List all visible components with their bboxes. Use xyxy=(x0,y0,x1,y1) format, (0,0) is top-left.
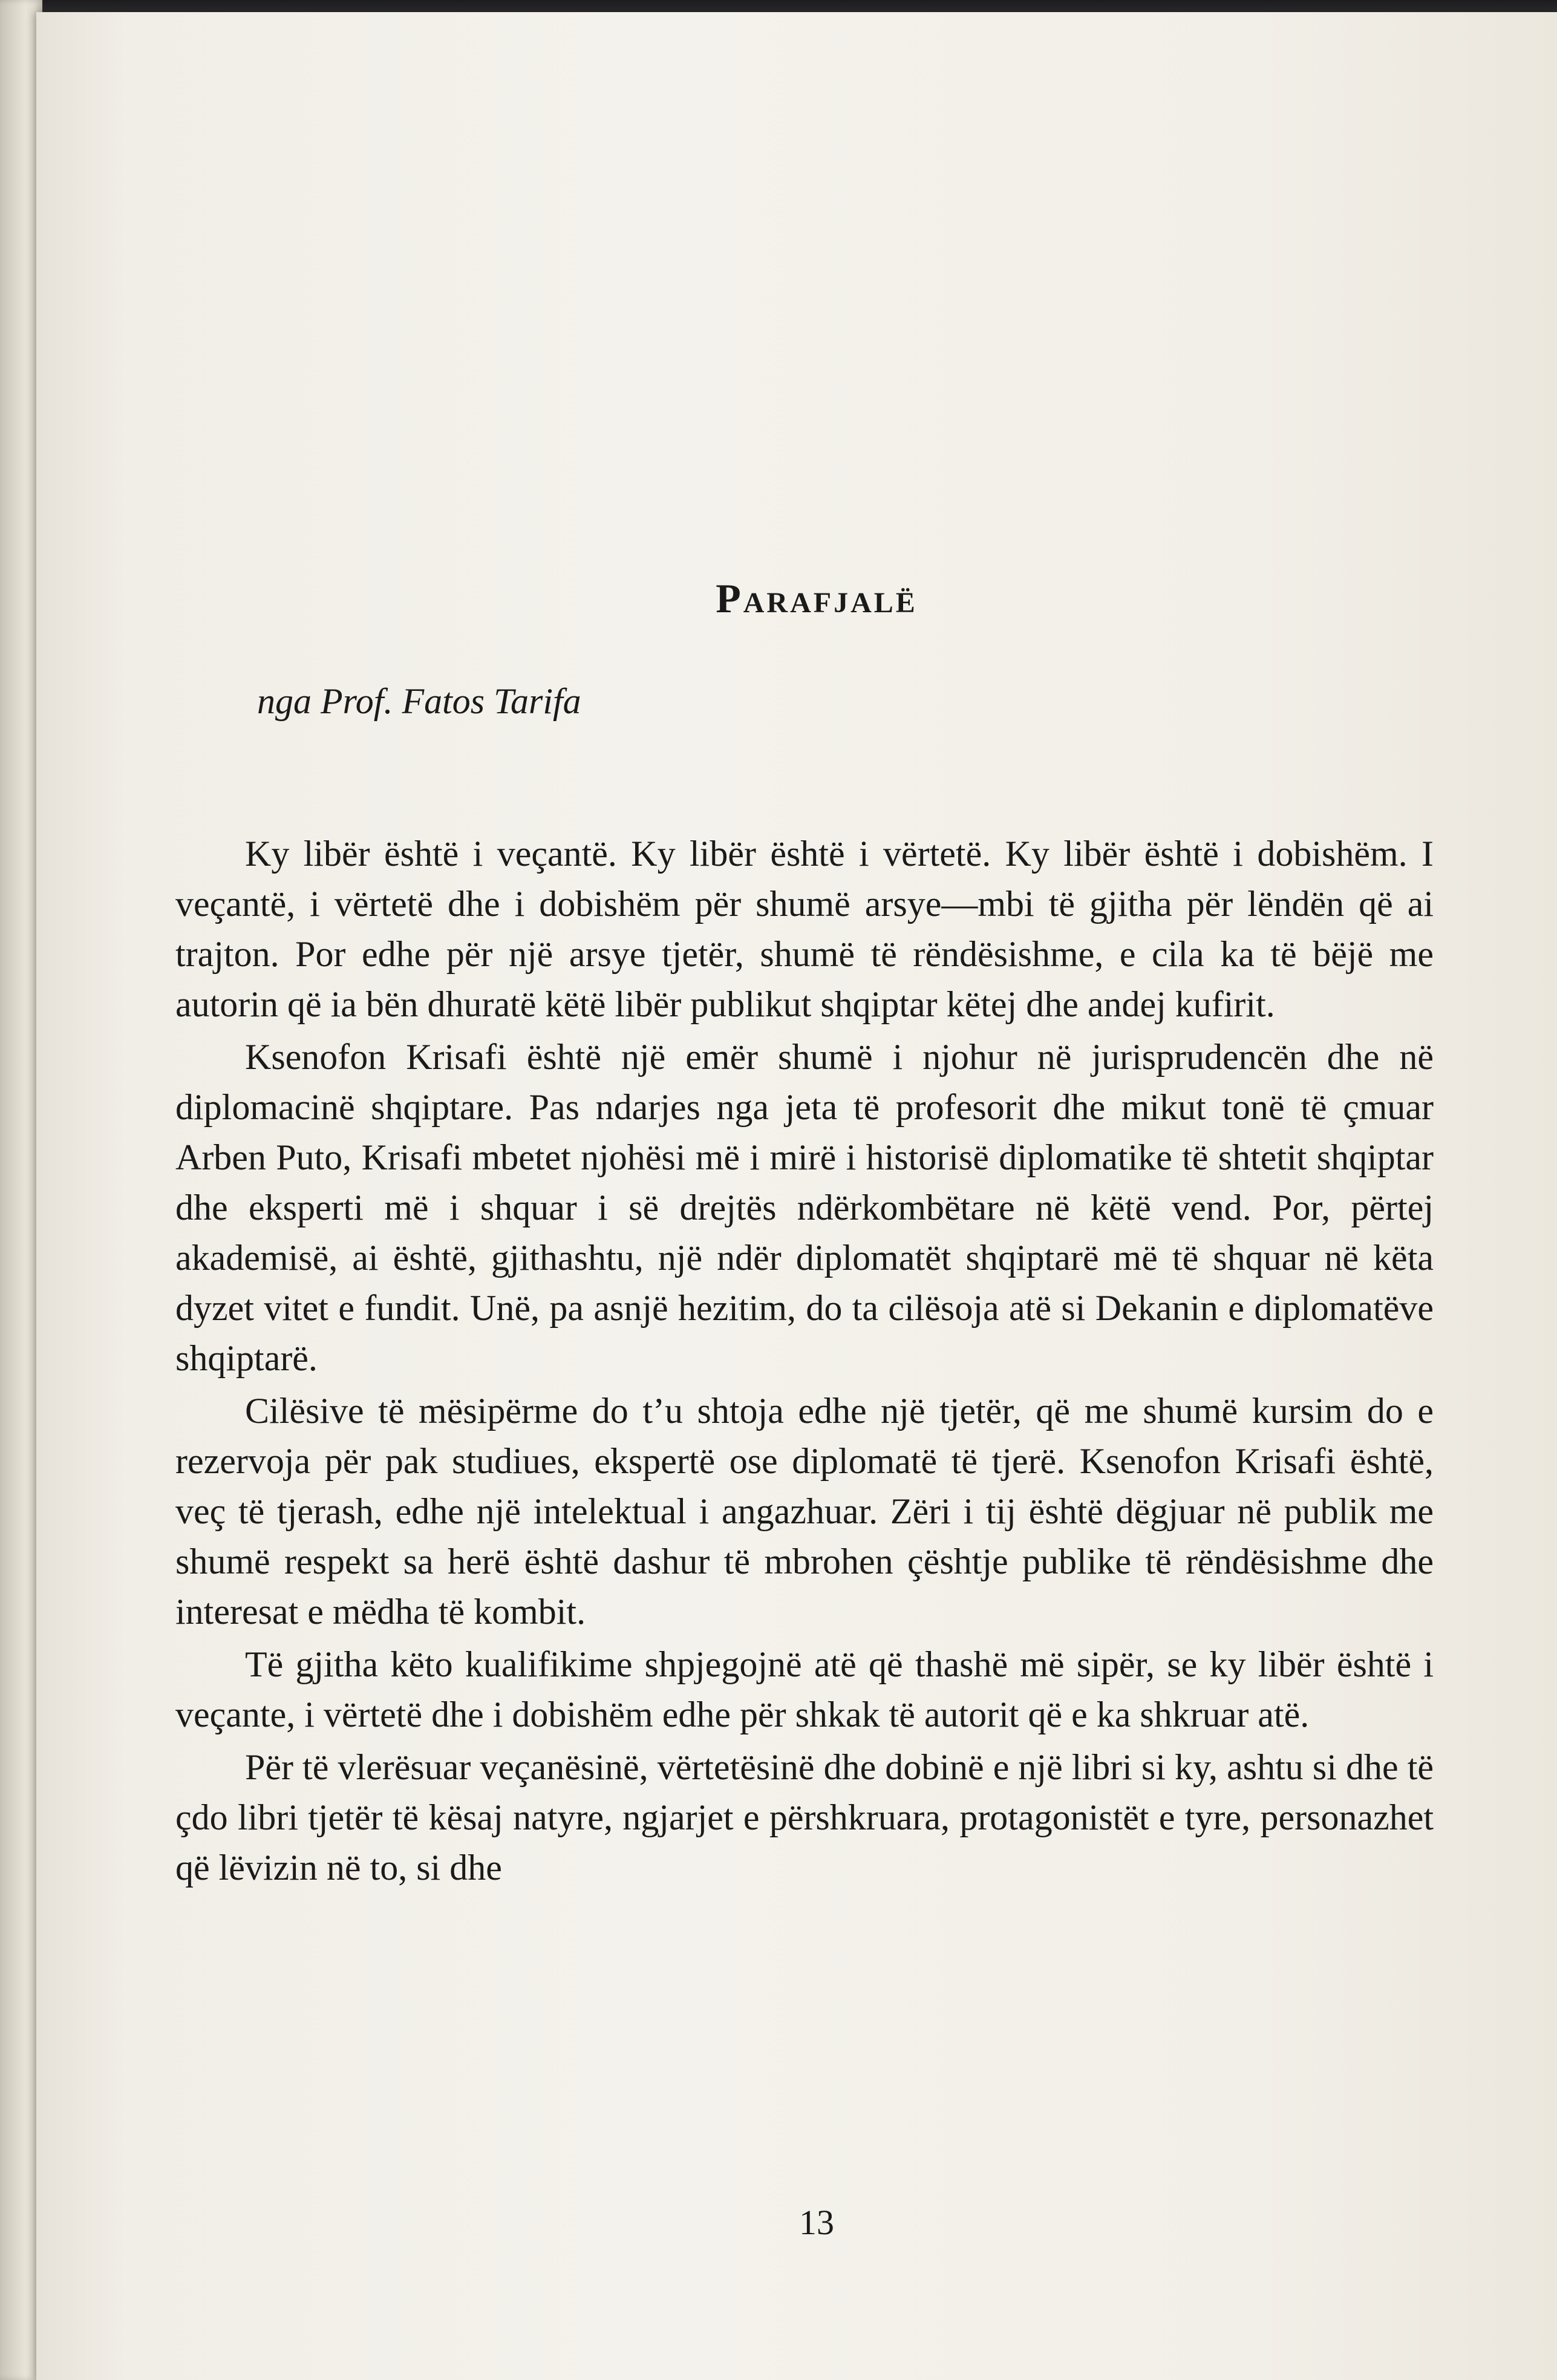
chapter-byline: nga Prof. Fatos Tarifa xyxy=(257,681,581,721)
book-page xyxy=(36,12,1557,2380)
page-number: 13 xyxy=(799,2203,834,2242)
paragraph: Ky libër është i veçantë. Ky libër është i vërtetë. Ky libër është i dobishëm. I veçantë, i vërtetë dhe i dobishëm për shumë arsye—mbi të gjitha për lëndën që ai trajton. Por edhe për një arsye tjetër, shumë të rëndësishme, e cila ka të bëjë me autorin që ia bën dhuratë këtë libër publikut shqiptar këtej dhe andej kufirit. xyxy=(175,834,1434,1024)
paragraph: Të gjitha këto kualifikime shpjegojnë atë që thashë më sipër, se ky libër është i veçante, i vërtetë dhe i dobishëm edhe për shkak të autorit që e ka shkruar atë. xyxy=(175,1644,1434,1734)
paragraph: Cilësive të mësipërme do t’u shtoja edhe një tjetër, që me shumë kursim do e rezervoja për pak studiues, ekspertë ose diplomatë të tjerë. Ksenofon Krisafi është, veç të tjerash, edhe një intelektual i angazhuar. Zëri i tij është dëgjuar në publik me shumë respekt sa herë është dashur të mbrohen çështje publike të rëndësishme dhe interesat e mëdha të kombit. xyxy=(175,1391,1434,1632)
paragraph: Ksenofon Krisafi është një emër shumë i njohur në jurisprudencën dhe në diplomacinë shqiptare. Pas ndarjes nga jeta të profesorit dhe mikut tonë të çmuar Arben Puto, Krisafi mbetet njohësi më i mirë i historisë diplomatike të shtetit shqiptar dhe eksperti më i shquar i së drejtës ndërkombëtare në këtë vend. Por, përtej akademisë, ai është, gjithashtu, një ndër diplomatët shqiptarë më të shquar në këta dyzet vitet e fundit. Unë, pa asnjë hezitim, do ta cilësoja atë si Dekanin e diplomatëve shqiptarë. xyxy=(175,1037,1434,1378)
chapter-title: Parafjalë xyxy=(716,575,918,621)
paragraph: Për të vlerësuar veçanësinë, vërtetësinë dhe dobinë e një libri si ky, ashtu si dhe të çdo libri tjetër të kësaj natyre, ngjarjet e përshkruara, protagonistët e tyre, personazhet që lëvizin në to, si dhe xyxy=(175,1747,1434,1888)
page-content xyxy=(133,12,1464,2380)
body-text xyxy=(175,829,1434,1895)
